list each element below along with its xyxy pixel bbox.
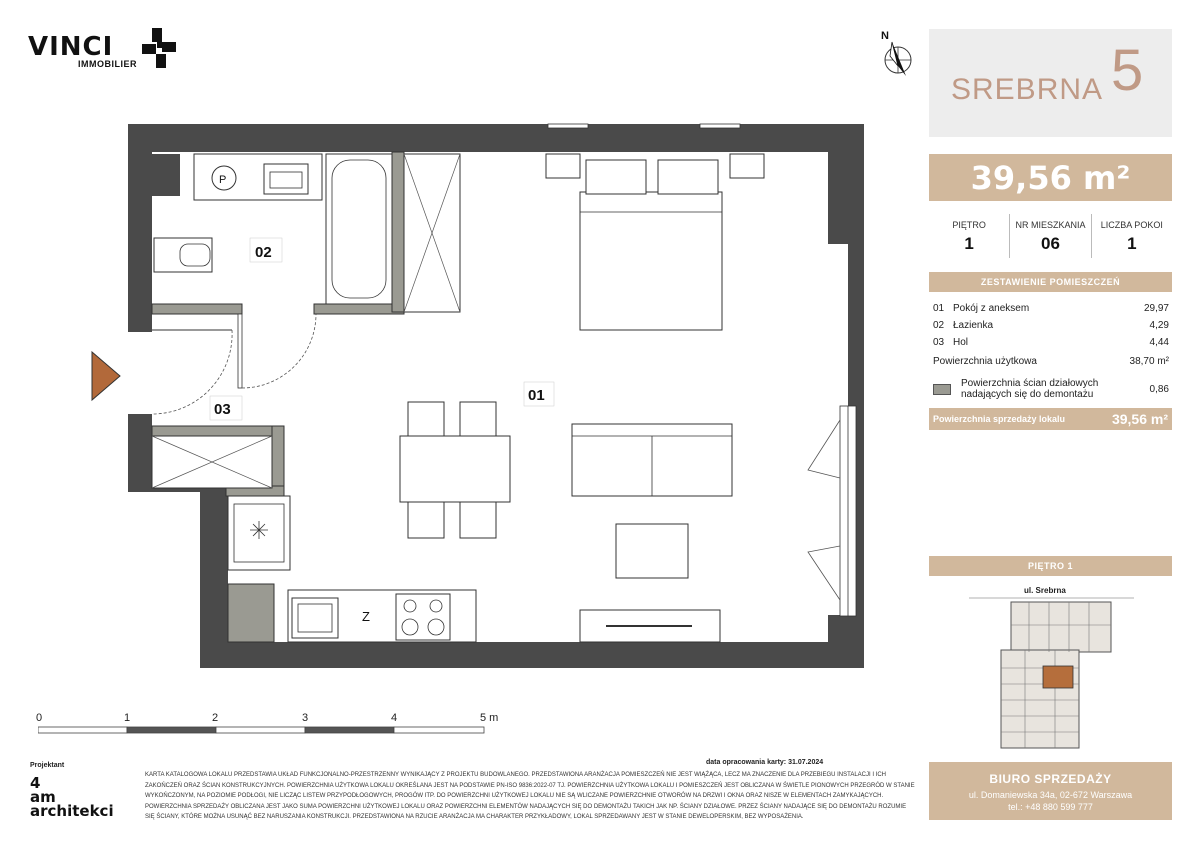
room-row bbox=[933, 300, 1169, 317]
north-compass-icon bbox=[872, 28, 916, 80]
vinci-logo bbox=[28, 28, 188, 76]
developer-name: VINCI bbox=[28, 32, 114, 62]
scale-tick: 0 bbox=[36, 712, 43, 724]
room-number: 02 bbox=[933, 320, 945, 331]
entrance-arrow-icon bbox=[92, 352, 120, 400]
sales-office-box bbox=[929, 762, 1172, 820]
floor-info bbox=[929, 214, 1009, 258]
room-row bbox=[933, 334, 1169, 351]
dining-table-icon bbox=[400, 436, 510, 502]
designer-name-line: 4 bbox=[30, 774, 41, 792]
scale-tick: 4 bbox=[391, 712, 398, 724]
unit-value: 06 bbox=[1041, 234, 1060, 253]
total-area: 39,56 m² bbox=[970, 158, 1131, 197]
unit-number-info bbox=[1009, 214, 1090, 258]
disclaimer-text: KARTA KATALOGOWA LOKALU PRZEDSTAWIA UKŁAD FUNKCJONALNO-PRZESTRZENNY WYNIKAJĄCY Z PROJEKTU BUDOWLANEGO. PRZEDSTAWIONA ARANŻACJA POMIESZCZEŃ NIE JEST WIĄŻĄCA, LECZ MA ZNACZENIE DLA PRZEBIEGU INSTALACJI I ICH ZAKOŃCZEŃ ORAZ ŚCIAN KONSTRUKCYJNYCH. POWIERZCHNIA UŻYTKOWA LOKALU OKREŚLANA JEST NA PODSTAWIE PN-ISO 9836:2022-07 TJ. POWIERZCHNIA UŻYTKOWA LOKALU I POMIESZCZEŃ JEST OBLICZANA W ŚWIETLE PIONOWYCH PRZEGRÓD W STANIE WYKOŃCZONYM, NA POZIOMIE PODŁOGI, NIE LICZĄC LISTEW PRZYPODŁOGOWYCH, PROGÓW ITP. DO POWIERZCHNI UŻYTKOWEJ LOKALU NIE SĄ WLICZANE POWIERZCHNIE OTWORÓW NA DRZWI I OKNA ORAZ NISZE W ELEMENTACH ZAMYKAJĄCYCH. POWIERZCHNIA SPRZEDAŻY OBLICZANA JEST JAKO SUMA POWIERZCHNI UŻYTKOWEJ LOKALU ORAZ POWIERZCHNI ELEMENTÓW NADAJĄCYCH SIĘ DO DEMONTAŻU TAKICH JAK NP. ŚCIANY DZIAŁOWE. PRZEZ ŚCIANY NADAJĄCE SIĘ DO DEMONTAŻU ROZUMIE SIĘ ŚCIANY, KTÓRE MOŻNA USUNĄĆ BEZ NARUSZANIA KONSTRUKCJI. PRZEDSTAWIONA NA RZUCIE ARANŻACJA MA CHARAKTER PRZYKŁADOWY, LOKAL SPRZEDAWANY JEST W STANIE DEWELOPERSKIM, BEZ WYPOSAŻENIA. bbox=[145, 772, 915, 820]
unit-info-row bbox=[929, 214, 1172, 258]
rooms-table bbox=[933, 300, 1169, 400]
room-number: 03 bbox=[933, 337, 945, 348]
scale-tick: 2 bbox=[212, 712, 219, 724]
unit-label: NR MIESZKANIA bbox=[1015, 220, 1086, 230]
rooms-count-info bbox=[1091, 214, 1172, 258]
washbasin-icon bbox=[264, 164, 308, 194]
room-name: Łazienka bbox=[953, 320, 994, 331]
floor-value: 1 bbox=[964, 234, 974, 253]
scale-tick: 3 bbox=[302, 712, 309, 724]
walls-label: Powierzchnia ścian działowych nadających się do demontażu bbox=[961, 378, 1099, 400]
sales-office-address: ul. Domaniewska 34a, 02-672 Warszawa bbox=[968, 790, 1133, 800]
sales-area-value: 39,56 m² bbox=[1111, 411, 1168, 427]
card-date: data opracowania karty: 31.07.2024 bbox=[706, 759, 824, 766]
room-name: Pokój z aneksem bbox=[953, 303, 1030, 314]
designer-name-line: am bbox=[30, 788, 56, 806]
sales-area-box bbox=[929, 408, 1172, 430]
usable-area-row bbox=[933, 353, 1169, 370]
project-brand-box bbox=[929, 29, 1172, 137]
sales-office-phone: tel.: +48 880 599 777 bbox=[1008, 802, 1093, 812]
vinci-mark-icon bbox=[138, 28, 182, 68]
room-row bbox=[933, 317, 1169, 334]
floor-key-plan bbox=[929, 580, 1172, 755]
wall-swatch bbox=[933, 384, 951, 395]
scale-bar bbox=[36, 712, 516, 742]
walls-row bbox=[933, 378, 1169, 400]
sales-office-title: BIURO SPRZEDAŻY bbox=[989, 772, 1112, 786]
project-number: 5 bbox=[1111, 38, 1144, 103]
street-label: ul. Srebrna bbox=[1024, 586, 1066, 595]
developer-sub: IMMOBILIER bbox=[78, 59, 137, 69]
usable-area-value: 38,70 m² bbox=[1129, 356, 1169, 367]
floor-label: PIĘTRO bbox=[952, 220, 986, 230]
rooms-label: LICZBA POKOI bbox=[1100, 220, 1163, 230]
walls-value: 0,86 bbox=[1149, 383, 1169, 395]
bathtub-icon bbox=[326, 154, 392, 304]
room-area: 4,44 bbox=[1149, 337, 1169, 348]
room-label-01: 01 bbox=[528, 387, 545, 404]
rooms-section-title: ZESTAWIENIE POMIESZCZEŃ bbox=[929, 272, 1172, 292]
scale-tick: 1 bbox=[124, 712, 131, 724]
room-name: Hol bbox=[953, 337, 969, 348]
coffee-table-icon bbox=[616, 524, 688, 578]
floor-section-title: PIĘTRO 1 bbox=[929, 556, 1172, 576]
rooms-value: 1 bbox=[1127, 234, 1137, 253]
cooktop-icon bbox=[396, 594, 450, 640]
floor-plan bbox=[80, 120, 880, 700]
total-area-box bbox=[929, 154, 1172, 201]
designer-name-line: architekci bbox=[30, 802, 114, 820]
room-area: 4,29 bbox=[1149, 320, 1169, 331]
room-number: 01 bbox=[933, 303, 945, 314]
scale-tick: 5 m bbox=[480, 712, 499, 724]
key-plan-drawing bbox=[929, 580, 1172, 755]
highlighted-unit bbox=[1043, 666, 1073, 688]
designer-logo bbox=[30, 776, 114, 818]
toilet-icon bbox=[154, 238, 212, 272]
designer-label: Projektant bbox=[30, 762, 65, 769]
boiler-mark: P bbox=[219, 174, 227, 186]
room-label-03: 03 bbox=[214, 401, 231, 418]
bed-icon bbox=[580, 192, 722, 330]
sales-area-label: Powierzchnia sprzedaży lokalu bbox=[933, 414, 1066, 424]
kitchen-mark: Z bbox=[362, 609, 370, 624]
usable-area-label: Powierzchnia użytkowa bbox=[933, 356, 1037, 367]
room-label-02: 02 bbox=[255, 244, 272, 261]
project-name: SREBRNA bbox=[951, 73, 1104, 106]
cabinet-icon bbox=[228, 584, 274, 642]
room-area: 29,97 bbox=[1143, 303, 1169, 314]
compass-label: N bbox=[881, 30, 889, 42]
